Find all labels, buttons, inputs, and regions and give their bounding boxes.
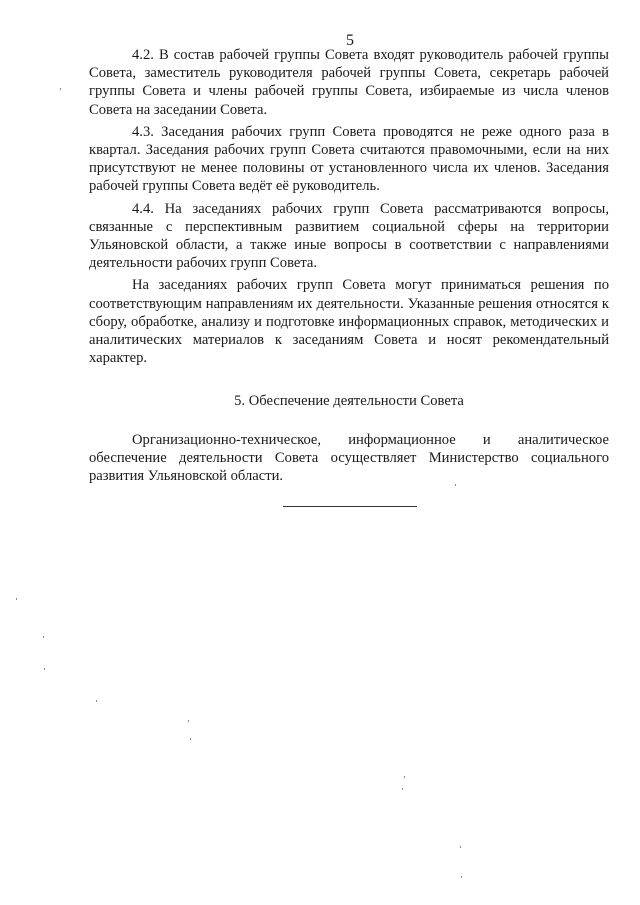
scan-speck bbox=[402, 788, 403, 790]
scan-speck bbox=[460, 846, 461, 848]
scan-speck bbox=[43, 636, 44, 638]
scan-speck bbox=[455, 484, 456, 486]
scan-speck bbox=[190, 738, 191, 740]
page-number: 5 bbox=[346, 32, 354, 49]
section-5-heading: 5. Обеспечение деятельности Совета bbox=[234, 393, 464, 410]
scan-speck bbox=[44, 668, 45, 670]
paragraph-4-4: 4.4. На заседаниях рабочих групп Совета рассматриваются вопросы, связанные с перспективным развитием социальной сферы на территории Ульяновской области, а также иные вопросы в соответствии с направлениями деятельности рабочих групп Совета. bbox=[89, 200, 609, 272]
document-body bbox=[89, 46, 609, 489]
paragraph-4-2: 4.2. В состав рабочей группы Совета входят руководитель рабочей группы Совета, заместитель руководителя рабочей группы Совета, секретарь рабочей группы Совета и члены рабочей группы Совета, избираемые из числа членов Совета на заседании Совета. bbox=[89, 47, 609, 118]
section-5-paragraph: Организационно-техническое, информационное и аналитическое обеспечение деятельности Совета осуществляет Министерство социального развития Ульяновской области. bbox=[89, 431, 609, 485]
scan-speck bbox=[461, 876, 462, 878]
scan-speck bbox=[60, 88, 61, 90]
paragraph-4-3: 4.3. Заседания рабочих групп Совета проводятся не реже одного раза в квартал. Заседания рабочих групп Совета считаются правомочными, если на них присутствуют не менее половины от установленного числа их членов. Заседания рабочей группы Совета ведёт её руководитель. bbox=[89, 123, 609, 195]
scan-speck bbox=[96, 700, 97, 702]
scan-speck bbox=[16, 598, 17, 600]
scan-speck bbox=[188, 720, 189, 722]
paragraph-4-4-continued: На заседаниях рабочих групп Совета могут приниматься решения по соответствующим направлениям их деятельности. Указанные решения относятся к сбору, обработке, анализу и подготовке информационных справок, методических и аналитических материалов к заседаниям Совета и носят рекомендательный характер. bbox=[89, 277, 609, 367]
scan-speck bbox=[404, 776, 405, 778]
end-of-document-line bbox=[283, 506, 417, 507]
